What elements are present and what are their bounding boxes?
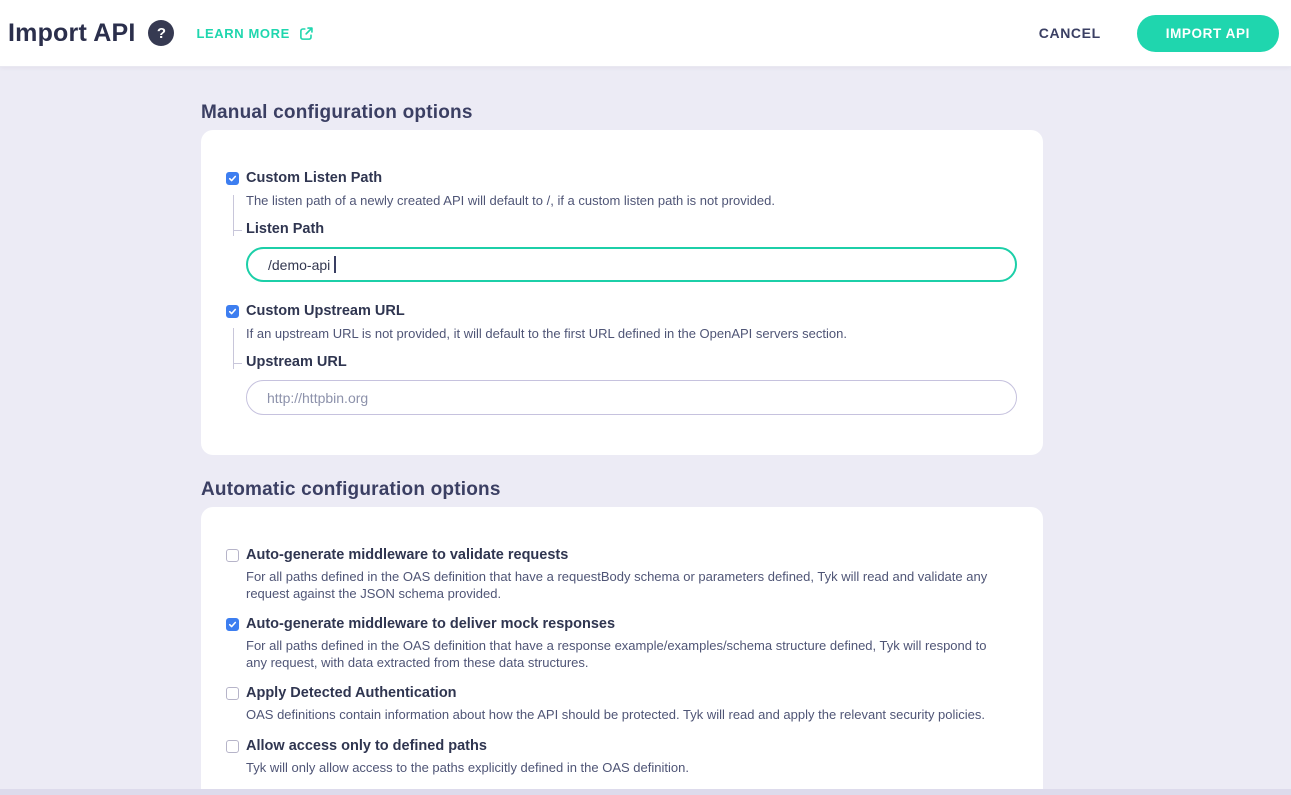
detected-authentication-description: OAS definitions contain information about how the API should be protected. Tyk will read and apply the relevant security policies. bbox=[246, 707, 986, 722]
custom-listen-path-checkbox[interactable] bbox=[226, 172, 239, 185]
top-header bbox=[0, 0, 1291, 67]
check-icon bbox=[228, 174, 237, 183]
custom-listen-path-label[interactable]: Custom Listen Path bbox=[246, 170, 383, 186]
question-mark-icon: ? bbox=[156, 24, 167, 42]
defined-paths-only-description: Tyk will only allow access to the paths explicitly defined in the OAS definition. bbox=[246, 759, 689, 775]
mock-responses-checkbox[interactable] bbox=[226, 618, 239, 631]
auto-option-row bbox=[226, 685, 1017, 724]
automatic-config-card bbox=[201, 507, 1043, 795]
learn-more-link[interactable] bbox=[196, 26, 313, 41]
validate-requests-description: For all paths defined in the OAS definition that have a requestBody schema or parameters defined, Tyk will read and validate any request against the JSON schema provided. bbox=[246, 569, 988, 601]
help-icon[interactable] bbox=[148, 20, 174, 46]
text-cursor bbox=[334, 256, 336, 273]
automatic-section-heading: Automatic configuration options bbox=[201, 479, 501, 500]
mock-responses-description: For all paths defined in the OAS definition that have a response example/examples/schema structure defined, Tyk will respond to any request, with data extracted from these data structures. bbox=[246, 638, 987, 670]
external-link-icon bbox=[299, 26, 314, 41]
defined-paths-only-label[interactable]: Allow access only to defined paths bbox=[246, 737, 487, 754]
custom-upstream-url-description: If an upstream URL is not provided, it will default to the first URL defined in the OpenAPI servers section. bbox=[246, 326, 847, 341]
custom-upstream-url-group bbox=[226, 303, 1017, 415]
listen-path-field-label: Listen Path bbox=[246, 221, 1017, 238]
validate-requests-checkbox[interactable] bbox=[226, 549, 239, 562]
manual-section-heading: Manual configuration options bbox=[201, 102, 473, 123]
mock-responses-label[interactable]: Auto-generate middleware to deliver mock responses bbox=[246, 616, 616, 632]
auto-option-row bbox=[226, 738, 1017, 777]
upstream-url-input[interactable] bbox=[246, 380, 1017, 415]
cancel-button[interactable]: CANCEL bbox=[1038, 25, 1101, 41]
auto-option-row bbox=[226, 616, 1017, 671]
manual-config-card bbox=[201, 130, 1043, 455]
check-icon bbox=[228, 620, 237, 629]
bottom-strip bbox=[0, 789, 1291, 795]
page-title: Import API bbox=[8, 18, 136, 47]
custom-listen-path-description: The listen path of a newly created API will default to /, if a custom listen path is not provided. bbox=[246, 193, 775, 208]
custom-listen-path-group bbox=[226, 170, 1017, 282]
learn-more-label: LEARN MORE bbox=[196, 25, 290, 41]
main-content bbox=[0, 67, 1291, 789]
check-icon bbox=[228, 307, 237, 316]
upstream-url-field-label: Upstream URL bbox=[246, 354, 1017, 371]
auto-option-row bbox=[226, 547, 1017, 602]
detected-authentication-label[interactable]: Apply Detected Authentication bbox=[246, 685, 457, 701]
defined-paths-only-checkbox[interactable] bbox=[226, 740, 239, 753]
validate-requests-label[interactable]: Auto-generate middleware to validate requests bbox=[246, 547, 569, 563]
detected-authentication-checkbox[interactable] bbox=[226, 687, 239, 700]
custom-upstream-url-label[interactable]: Custom Upstream URL bbox=[246, 303, 405, 319]
custom-upstream-url-checkbox[interactable] bbox=[226, 305, 239, 318]
import-api-button[interactable]: IMPORT API bbox=[1137, 15, 1279, 52]
listen-path-input[interactable] bbox=[246, 247, 1017, 282]
